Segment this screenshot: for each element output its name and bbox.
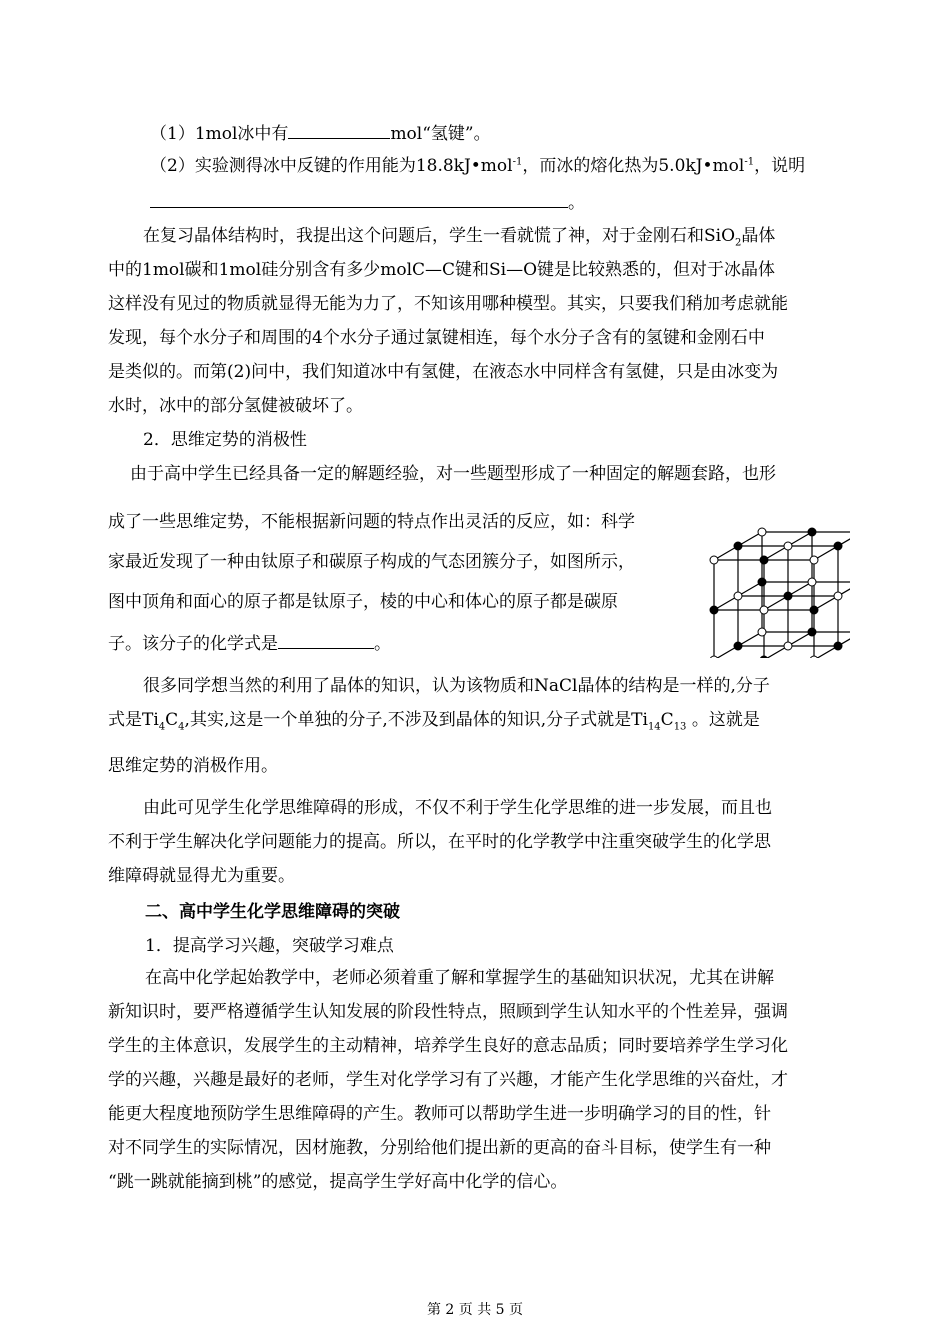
p1-line-2: 中的1mol碳和1mol硅分别含有多少molC—C键和Si—O键是比较熟悉的，但对于冰晶体	[108, 260, 776, 280]
carbon-atom	[758, 578, 766, 586]
carbon-atom	[760, 656, 768, 658]
p4-line-1: 由此可见学生化学思维障碍的形成，不仅不利于学生化学思维的进一步发展，而且也	[143, 798, 772, 818]
carbon-atom	[710, 606, 718, 614]
answer-blank	[278, 630, 374, 649]
p3-line-3: 思维定势的消极作用。	[108, 756, 278, 776]
answer-blank	[288, 120, 390, 139]
carbon-atom	[760, 556, 768, 564]
q2-sup: -1	[512, 156, 523, 168]
p2-end: 。	[374, 634, 391, 654]
p3-text: C	[165, 710, 179, 730]
p5-line-7: “跳一跳就能摘到桃”的感觉，提高学生学好高中化学的信心。	[108, 1172, 568, 1192]
question-2	[150, 154, 805, 178]
p5-line-4: 学的兴趣，兴趣是最好的老师，学生对化学学习有了兴趣，才能产生化学思维的兴奋灶，才	[108, 1070, 788, 1090]
q2-sup: -1	[744, 156, 755, 168]
p5-line-6: 对不同学生的实际情况，因材施教，分别给他们提出新的更高的奋斗目标，使学生有一种	[108, 1138, 771, 1158]
q2-text-a: （2）实验测得冰中反键的作用能为18.8kJ•mol	[150, 156, 513, 176]
p5-line-2: 新知识时，要严格遵循学生认知发展的阶段性特点，照顾到学生认知水平的个性差异，强调	[108, 1002, 788, 1022]
p2-line-1: 由于高中学生已经具备一定的解题经验，对一些题型形成了一种固定的解题套路，也形	[130, 464, 776, 484]
subscript: 2	[735, 237, 742, 249]
p2-line-2: 成了一些思维定势，不能根据新问题的特点作出灵活的反应，如：科学	[108, 512, 635, 532]
p5-line-3: 学生的主体意识，发展学生的主动精神，培养学生良好的意志品质；同时要培养学生学习化	[108, 1036, 788, 1056]
question-2-blank-line	[150, 189, 585, 215]
titanium-atom	[784, 642, 792, 650]
ti-c-cluster-figure	[700, 508, 850, 658]
q2-text-b: ，而冰的熔化热为5.0kJ•mol	[522, 156, 745, 176]
carbon-atom	[834, 542, 842, 550]
q1-prefix: （1）1mol冰中有	[150, 124, 289, 144]
carbon-atom	[810, 606, 818, 614]
p3-line-2	[108, 708, 760, 732]
carbon-atom	[808, 628, 816, 636]
p3-text: 。这就是	[686, 710, 760, 730]
p1-line-1	[143, 224, 775, 248]
p3-text: C	[660, 710, 674, 730]
p3-text: 式是Ti	[108, 710, 159, 730]
carbon-atom	[734, 642, 742, 650]
p5-line-1: 在高中化学起始教学中，老师必须着重了解和掌握学生的基础知识状况，尤其在讲解	[145, 968, 774, 988]
p4-line-3: 维障碍就显得尤为重要。	[108, 866, 295, 886]
p2-line-5	[108, 630, 391, 656]
carbon-atom	[784, 592, 792, 600]
p5-line-5: 能更大程度地预防学生思维障碍的产生。教师可以帮助学生进一步明确学习的目的性，针	[108, 1104, 771, 1124]
subscript: 13	[673, 721, 687, 733]
titanium-atom	[758, 628, 766, 636]
q2-text-c: ，说明	[754, 156, 806, 176]
p1-line-3: 这样没有见过的物质就显得无能为力了，不知该用哪种模型。其实，只要我们稍加考虑就能	[108, 294, 788, 314]
subscript: 14	[647, 721, 661, 733]
subscript: 4	[178, 721, 185, 733]
section-heading-main: 二、高中学生化学思维障碍的突破	[145, 902, 400, 922]
question-1	[150, 120, 491, 146]
p1-line-4: 发现，每个水分子和周围的4个水分子通过氯键相连，每个水分子含有的氢键和金刚石中	[108, 328, 765, 348]
p4-line-2: 不利于学生解决化学问题能力的提高。所以，在平时的化学教学中注重突破学生的化学思	[108, 832, 771, 852]
titanium-atom	[758, 528, 766, 536]
lattice-line	[814, 632, 850, 658]
titanium-atom	[810, 556, 818, 564]
p3-line-1: 很多同学想当然的利用了晶体的知识，认为该物质和NaCl晶体的结构是一样的,分子	[143, 676, 770, 696]
titanium-atom	[784, 542, 792, 550]
carbon-atom	[834, 642, 842, 650]
p3-text: ,其实,这是一个单独的分子,不涉及到晶体的知识,分子式就是Ti	[184, 710, 648, 730]
p1-tail: 晶体	[741, 226, 776, 246]
titanium-atom	[710, 656, 718, 658]
carbon-atom	[734, 542, 742, 550]
q1-suffix: mol“氢键”。	[390, 124, 491, 144]
titanium-atom	[808, 578, 816, 586]
answer-blank	[150, 189, 568, 208]
carbon-atom	[808, 528, 816, 536]
p1-line-5: 是类似的。而第(2)问中，我们知道冰中有氢健，在液态水中同样含有氢健，只是由冰变为	[108, 362, 779, 382]
page-footer: 第 2 页 共 5 页	[426, 1302, 524, 1318]
section-heading-2: 2．思维定势的消极性	[143, 430, 307, 450]
p2-text: 子。该分子的化学式是	[108, 634, 278, 654]
subscript: 4	[158, 721, 166, 733]
titanium-atom	[710, 556, 718, 564]
q2-end: 。	[568, 193, 585, 213]
titanium-atom	[734, 592, 742, 600]
p2-line-4: 图中顶角和面心的原子都是钛原子，棱的中心和体心的原子都是碳原	[108, 592, 618, 612]
titanium-atom	[834, 592, 842, 600]
titanium-atom	[760, 606, 768, 614]
titanium-atom	[810, 656, 818, 658]
subsection-heading-1: 1．提高学习兴趣，突破学习难点	[145, 936, 394, 956]
p1-text: 在复习晶体结构时，我提出这个问题后，学生一看就慌了神，对于金刚石和SiO	[143, 226, 736, 246]
p1-line-6: 水时，冰中的部分氢健被破坏了。	[108, 396, 363, 416]
p2-line-3: 家最近发现了一种由钛原子和碳原子构成的气态团簇分子，如图所示，	[108, 552, 635, 572]
